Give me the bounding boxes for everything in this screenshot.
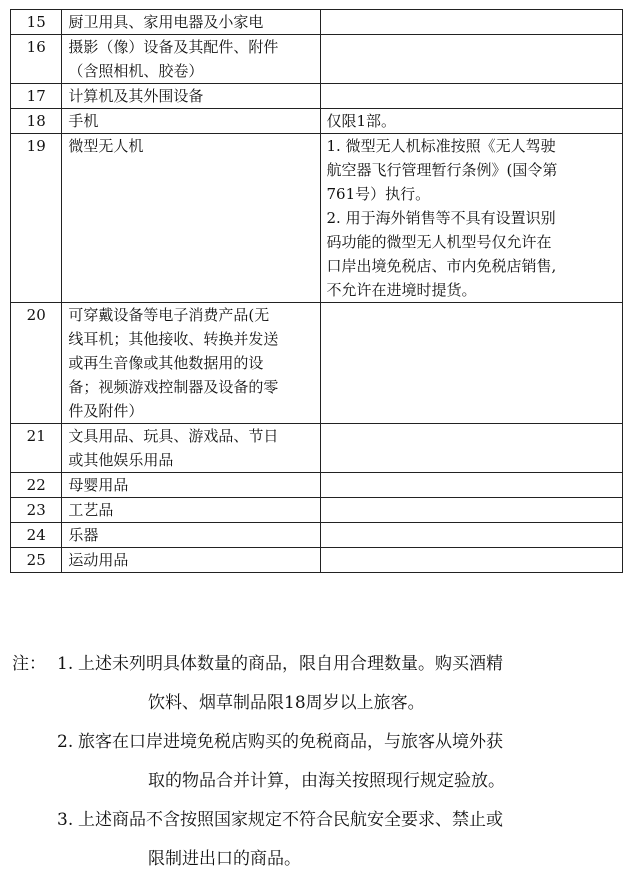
remark-cell [320,523,623,548]
goods-category-line: 厨卫用具、家用电器及小家电 [68,13,264,31]
goods-category-line: 可穿戴设备等电子消费产品(无 [68,306,270,324]
footnote-index: 1. [57,654,74,674]
footnotes [12,645,616,879]
row-number: 20 [11,303,62,424]
goods-category-line: 件及附件） [68,402,144,420]
footnote-line [12,723,616,762]
goods-category-cell [62,498,320,523]
footnote-text: 饮料、烟草制品限18周岁以上旅客。 [148,693,425,713]
footnote-text: 取的物品合并计算，由海关按照现行规定验放。 [148,771,505,791]
footnote-text: 旅客在口岸进境免税店购买的免税商品，与旅客从境外获 [78,732,503,752]
goods-category-line: 乐器 [68,526,99,544]
table-row [11,10,623,35]
remark-cell [320,548,623,573]
table-row [11,35,623,84]
row-number: 18 [11,109,62,134]
footnote-index: 3. [57,810,74,830]
footnote-text: 上述未列明具体数量的商品，限自用合理数量。购买酒精 [78,654,503,674]
goods-category-cell [62,134,320,303]
row-number: 23 [11,498,62,523]
table-row [11,523,623,548]
table-row [11,424,623,473]
remark-cell [320,109,623,134]
footnote-text: 上述商品不含按照国家规定不符合民航安全要求、禁止或 [78,810,503,830]
remark-cell [320,10,623,35]
remark-line: 口岸出境免税店、市内免税店销售, [326,257,557,275]
remark-line: 2. 用于海外销售等不具有设置识别 [326,209,556,227]
table-row [11,548,623,573]
goods-category-cell [62,424,320,473]
goods-category-cell [62,84,320,109]
remark-cell [320,134,623,303]
goods-category-line: 备；视频游戏控制器及设备的零 [68,378,279,396]
table-row [11,84,623,109]
table-row [11,109,623,134]
goods-table-body [11,10,623,573]
remark-line: 1. 微型无人机标准按照《无人驾驶 [326,137,556,155]
footnote-line [12,684,616,723]
footnote-line [12,840,616,879]
goods-category-cell [62,548,320,573]
duty-free-goods-table [10,9,623,573]
row-number: 17 [11,84,62,109]
remark-cell [320,424,623,473]
goods-category-cell [62,303,320,424]
footnote-prefix: 注： [12,654,46,674]
remark-cell [320,303,623,424]
goods-category-cell [62,10,320,35]
goods-category-line: 手机 [68,112,99,130]
row-number: 24 [11,523,62,548]
remark-line: 码功能的微型无人机型号仅允许在 [326,233,552,251]
table-row [11,303,623,424]
goods-category-cell [62,473,320,498]
goods-category-line: 工艺品 [68,501,114,519]
footnote-line [12,645,616,684]
footnote-index: 2. [57,732,74,752]
goods-category-line: 微型无人机 [68,137,144,155]
remark-cell [320,473,623,498]
remark-cell [320,84,623,109]
goods-category-cell [62,523,320,548]
remark-line: 不允许在进境时提货。 [326,281,477,299]
footnote-line [12,762,616,801]
goods-category-line: 运动用品 [68,551,129,569]
remark-line: 761号）执行。 [326,185,431,203]
goods-category-line: （含照相机、胶卷） [68,62,204,80]
goods-category-line: 或其他娱乐用品 [68,451,174,469]
row-number: 22 [11,473,62,498]
goods-category-line: 线耳机；其他接收、转换并发送 [68,330,279,348]
row-number: 15 [11,10,62,35]
goods-category-line: 母婴用品 [68,476,129,494]
remark-cell [320,35,623,84]
table-row [11,134,623,303]
row-number: 16 [11,35,62,84]
table-row [11,498,623,523]
remark-line: 仅限1部。 [326,112,397,130]
footnote-text: 限制进出口的商品。 [148,849,301,869]
goods-category-line: 或再生音像或其他数据用的设 [68,354,264,372]
goods-category-line: 摄影（像）设备及其配件、附件 [68,38,279,56]
remark-cell [320,498,623,523]
table-row [11,473,623,498]
goods-category-line: 文具用品、玩具、游戏品、节日 [68,427,279,445]
row-number: 21 [11,424,62,473]
footnote-line [12,801,616,840]
row-number: 19 [11,134,62,303]
goods-category-cell [62,109,320,134]
row-number: 25 [11,548,62,573]
goods-category-line: 计算机及其外围设备 [68,87,204,105]
goods-category-cell [62,35,320,84]
remark-line: 航空器飞行管理暂行条例》(国令第 [326,161,558,179]
